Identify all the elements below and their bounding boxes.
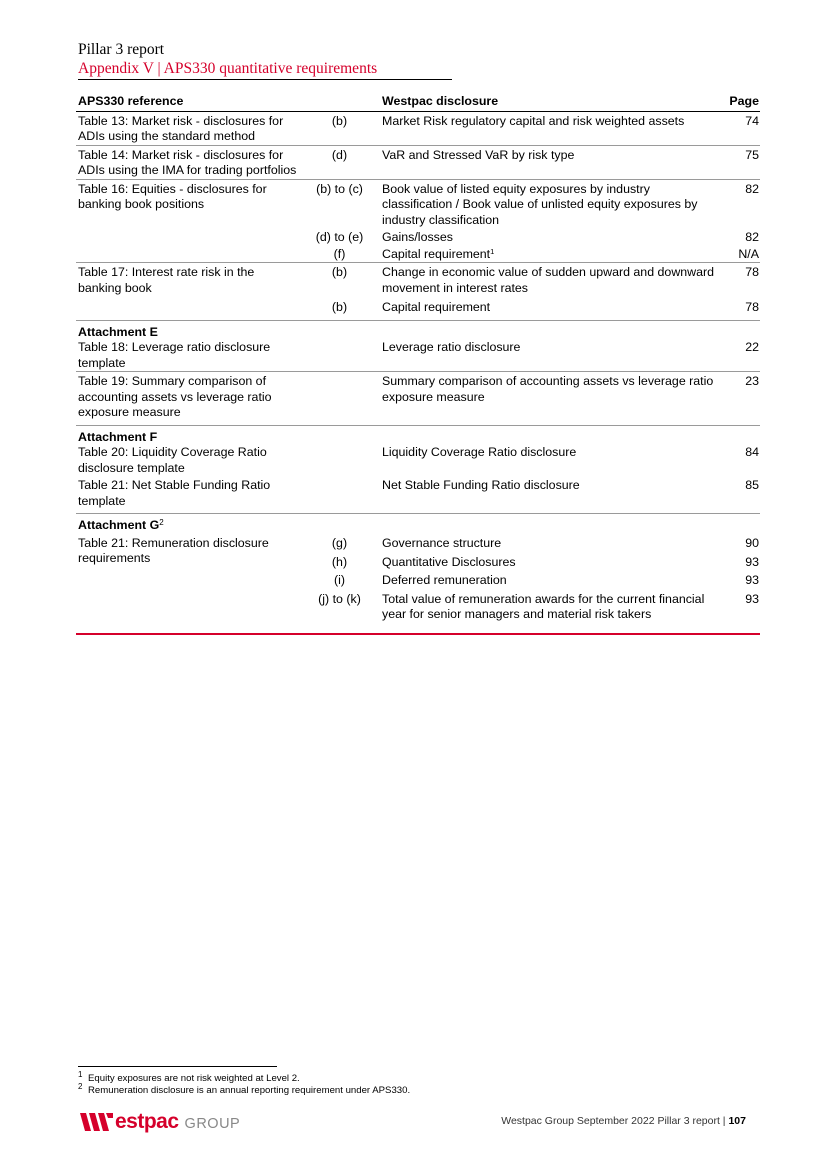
row-page: 93 — [745, 591, 759, 606]
section-heading-row — [76, 425, 760, 446]
row-reference: Table 16: Equities - disclosures for banking book positions — [78, 181, 267, 211]
row-page: 78 — [745, 265, 759, 279]
row-reference — [76, 592, 300, 623]
footnote: $^1$ Equity exposures are not risk weighted at Level 2. — [78, 1070, 300, 1084]
table-row — [76, 340, 760, 371]
row-disclosure: Total value of remuneration awards for the current financial year for senior managers and material risk takers — [382, 591, 705, 621]
section-heading-row — [76, 513, 760, 534]
row-page: N/A — [738, 246, 759, 261]
row-disclosure: VaR and Stressed VaR by risk type — [382, 147, 575, 162]
row-page: 84 — [745, 445, 759, 459]
row-subsection: (d) to (e) — [315, 230, 364, 244]
table-row — [76, 228, 760, 246]
attachment-f-heading: Attachment F — [78, 429, 158, 444]
row-disclosure: Capital requirement — [382, 300, 491, 314]
row-page: 93 — [745, 554, 759, 569]
row-disclosure: Book value of listed equity exposures by industry classification / Book value of unlisted equity exposures by industry classification — [382, 181, 698, 227]
row-page: 82 — [745, 230, 759, 244]
attachment-g-heading: Attachment G — [78, 518, 160, 532]
row-subsection: (j) to (k) — [318, 591, 361, 606]
footnote: $^2$ Remuneration disclosure is an annual reporting requirement under APS330. — [78, 1082, 411, 1096]
row-reference: Table 20: Liquidity Coverage Ratio disclosure template — [78, 445, 267, 475]
attachment-g-heading-cell — [76, 518, 300, 534]
table-row — [76, 552, 760, 571]
logo-wordmark: estpac — [115, 1110, 179, 1133]
row-page: 85 — [745, 478, 759, 492]
table-row — [76, 246, 760, 263]
row-page: 22 — [745, 340, 759, 354]
section-heading-row — [76, 320, 760, 341]
logo-group-text: GROUP — [184, 1115, 241, 1132]
row-reference: Table 13: Market risk - disclosures for ADIs using the standard method — [78, 113, 284, 143]
row-page: 23 — [745, 374, 759, 388]
table-row — [76, 179, 760, 229]
row-disclosure: Deferred remuneration — [382, 573, 507, 587]
row-subsection: (b) — [331, 300, 348, 314]
row-page: 75 — [745, 147, 759, 162]
row-disclosure: Gains/losses — [382, 230, 453, 244]
row-disclosure-cell — [379, 247, 717, 263]
row-reference: Table 18: Leverage ratio disclosure template — [78, 340, 271, 370]
row-subsection: (h) — [331, 554, 348, 569]
table-end-divider — [76, 633, 760, 635]
table-row — [76, 476, 760, 513]
footnote-marker: 2 — [159, 518, 164, 527]
row-page: 90 — [745, 535, 759, 550]
table-row — [76, 589, 760, 623]
header-divider — [78, 79, 452, 80]
row-reference: Table 21: Remuneration disclosure requirements — [78, 535, 269, 565]
row-reference — [76, 300, 300, 316]
row-subsection: (g) — [331, 535, 348, 550]
row-disclosure: Change in economic value of sudden upward and downward movement in interest rates — [382, 265, 715, 295]
row-reference: Table 19: Summary comparison of accounting assets vs leverage ratio exposure measure — [78, 374, 272, 419]
row-page: 78 — [745, 300, 759, 314]
table-row — [76, 145, 760, 179]
footnote-text: Remuneration disclosure is an annual reporting requirement under APS330. — [88, 1085, 411, 1096]
row-reference: Table 14: Market risk - disclosures for ADIs using the IMA for trading portfolios — [78, 147, 297, 177]
row-disclosure: Liquidity Coverage Ratio disclosure — [382, 445, 577, 459]
table-row — [76, 112, 760, 145]
page-header — [78, 40, 452, 80]
row-subsection — [300, 445, 379, 476]
page-number: 107 — [728, 1115, 746, 1127]
column-header-spacer — [300, 94, 379, 110]
row-disclosure: Market Risk regulatory capital and risk weighted assets — [382, 113, 685, 128]
row-reference: Table 21: Net Stable Funding Ratio template — [78, 478, 271, 508]
row-subsection — [300, 374, 379, 421]
row-subsection: (d) — [331, 147, 348, 162]
row-subsection — [300, 340, 379, 371]
row-page: 82 — [745, 181, 759, 196]
row-subsection: (i) — [333, 573, 345, 587]
report-title: Pillar 3 report — [78, 41, 165, 58]
row-disclosure: Leverage ratio disclosure — [382, 340, 521, 354]
table-row — [76, 296, 760, 320]
row-page: 74 — [745, 113, 759, 128]
row-disclosure: Governance structure — [382, 535, 502, 550]
westpac-logo — [80, 1110, 240, 1134]
row-subsection: (b) — [331, 113, 348, 128]
table-header-row — [76, 94, 760, 112]
aps330-table — [76, 94, 760, 635]
column-header-reference: APS330 reference — [78, 94, 184, 108]
row-disclosure: Quantitative Disclosures — [382, 554, 516, 569]
row-subsection: (b) — [331, 265, 348, 279]
page-footer — [501, 1115, 746, 1127]
table-row — [76, 445, 760, 476]
westpac-w-logo-icon — [80, 1112, 114, 1132]
row-reference — [76, 247, 300, 263]
row-subsection: (f) — [333, 246, 346, 261]
footnote-divider — [78, 1066, 277, 1067]
row-reference — [76, 555, 300, 571]
column-header-disclosure: Westpac disclosure — [382, 94, 499, 108]
row-reference — [76, 230, 300, 246]
row-reference — [76, 573, 300, 589]
row-page: 93 — [745, 573, 759, 587]
footer-text: Westpac Group September 2022 Pillar 3 report | — [501, 1115, 726, 1127]
section-subtitle: Appendix V | APS330 quantitative requirements — [78, 60, 378, 77]
footnote-marker: 1 — [490, 246, 495, 256]
row-disclosure: Net Stable Funding Ratio disclosure — [382, 478, 580, 492]
column-header-page: Page — [729, 94, 759, 108]
table-row — [76, 570, 760, 589]
row-subsection — [300, 478, 379, 509]
row-reference: Table 17: Interest rate risk in the banking book — [78, 265, 255, 295]
table-row — [76, 371, 760, 425]
attachment-e-heading: Attachment E — [78, 324, 158, 339]
table-row — [76, 262, 760, 296]
row-subsection: (b) to (c) — [316, 181, 363, 196]
footnote-text: Equity exposures are not risk weighted at Level 2. — [88, 1073, 300, 1084]
row-disclosure: Summary comparison of accounting assets vs leverage ratio exposure measure — [382, 374, 714, 404]
row-disclosure: Capital requirement — [382, 246, 491, 261]
